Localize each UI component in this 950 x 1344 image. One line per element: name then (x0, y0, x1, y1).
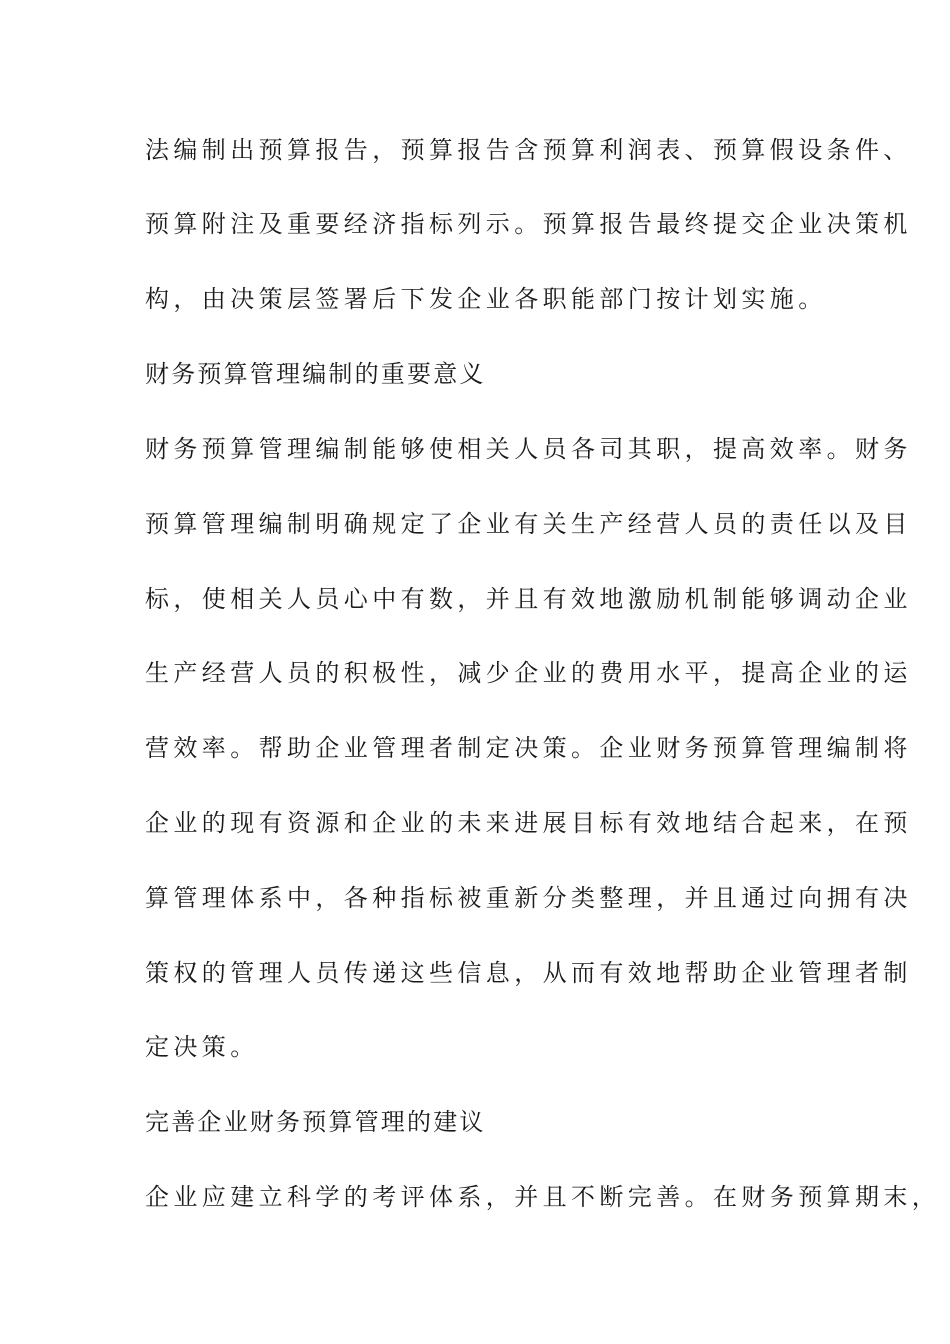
paragraph-line: 财务预算管理编制能够使相关人员各司其职，提高效率。财务 (145, 435, 912, 463)
section-heading: 完善企业财务预算管理的建议 (145, 1108, 486, 1136)
paragraph-line: 企业的现有资源和企业的未来进展目标有效地结合起来，在预 (145, 809, 912, 837)
paragraph-line: 标，使相关人员心中有数，并且有效地激励机制能够调动企业 (145, 585, 912, 613)
paragraph-line: 预算附注及重要经济指标列示。预算报告最终提交企业决策机 (145, 210, 912, 238)
paragraph-line: 营效率。帮助企业管理者制定决策。企业财务预算管理编制将 (145, 734, 912, 762)
paragraph-line: 法编制出预算报告，预算报告含预算利润表、预算假设条件、 (145, 136, 912, 164)
section-heading: 财务预算管理编制的重要意义 (145, 360, 486, 388)
paragraph-line: 生产经营人员的积极性，减少企业的费用水平，提高企业的运 (145, 659, 912, 687)
paragraph-line: 预算管理编制明确规定了企业有关生产经营人员的责任以及目 (145, 510, 912, 538)
paragraph-line: 构，由决策层签署后下发企业各职能部门按计划实施。 (145, 285, 827, 313)
paragraph-line: 企业应建立科学的考评体系，并且不断完善。在财务预算期末， (145, 1183, 941, 1211)
paragraph-line: 策权的管理人员传递这些信息，从而有效地帮助企业管理者制 (145, 959, 912, 987)
paragraph-line: 算管理体系中，各种指标被重新分类整理，并且通过向拥有决 (145, 884, 912, 912)
paragraph-line: 定决策。 (145, 1033, 259, 1061)
